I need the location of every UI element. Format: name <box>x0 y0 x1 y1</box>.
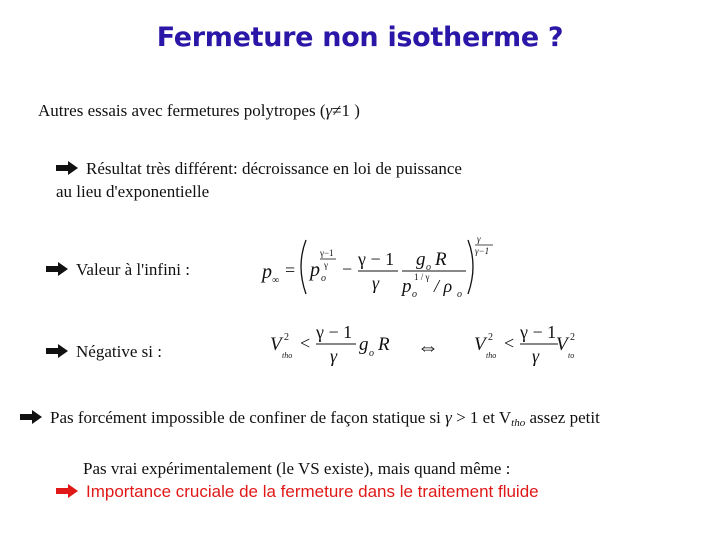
negative-right-equation <box>474 320 584 368</box>
eq-g0: g <box>416 249 426 270</box>
right-arrow-icon <box>46 262 68 276</box>
right-arrow-icon <box>56 161 78 175</box>
point2-line <box>46 260 190 280</box>
eq-left-paren <box>301 240 306 294</box>
eq-R: R <box>435 249 447 270</box>
eq-rho-sub: o <box>457 289 462 300</box>
eq-p0: p <box>310 259 320 281</box>
intro-suffix: ≠1 ) <box>332 101 360 120</box>
slide-title: Fermeture non isotherme ? <box>156 22 564 53</box>
right-arrow-icon <box>20 410 42 424</box>
intro-line <box>38 101 360 121</box>
neg-r-frac-den: γ <box>532 346 540 366</box>
neg-r-exp: 2 <box>488 332 493 343</box>
neg-r-less: < <box>504 333 515 353</box>
point2-label: Valeur à l'infini : <box>76 260 191 279</box>
negative-left-equation <box>270 320 400 368</box>
right-arrow-icon <box>46 344 68 358</box>
neg-r-V2: V <box>556 334 568 355</box>
neg-l-frac-den: γ <box>330 346 338 366</box>
conclusion-line: Pas vrai expérimentalement (le VS existe), mais quand même : <box>83 459 511 478</box>
neg-l-V: V <box>270 334 282 355</box>
right-arrow-icon <box>56 484 78 498</box>
point3-label: Négative si : <box>76 342 162 361</box>
eq-p-inf: p <box>262 261 272 283</box>
neg-l-g-sub: o <box>369 348 374 359</box>
neg-r-V: V <box>474 334 486 355</box>
neg-l-R: R <box>378 334 390 355</box>
conclusion-highlight: Importance cruciale de la fermeture dans le traitement fluide <box>86 482 539 501</box>
neg-l-less: < <box>300 333 311 353</box>
eq-outer-exp-num: γ <box>477 234 481 244</box>
neg-r-V2-exp: 2 <box>570 332 575 343</box>
equiv-symbol: ⇔ <box>417 334 439 359</box>
eq-p-inf-sub: ∞ <box>272 275 280 286</box>
eq-p0-den-sub: o <box>412 289 417 300</box>
eq-p0-sub: o <box>321 273 326 284</box>
equivalence-icon <box>416 334 442 360</box>
conclusion-highlight-line <box>56 482 539 502</box>
point4-line <box>20 408 600 429</box>
eq-rho: / ρ <box>434 276 453 296</box>
eq-frac1-den: γ <box>372 273 380 293</box>
neg-l-exp: 2 <box>284 332 289 343</box>
neg-l-sub: tho <box>282 351 293 360</box>
eq-right-paren <box>468 240 473 294</box>
point1-text-line1: Résultat très différent: décroissance en loi de puissance <box>86 159 462 178</box>
eq-p0-exp-num: γ−1 <box>320 248 334 258</box>
neg-r-V2-sub: to <box>568 351 575 360</box>
point3-line <box>46 342 162 362</box>
point4-text-b: > 1 et V <box>451 408 512 427</box>
gamma-symbol: γ <box>325 101 333 120</box>
eq-frac1-num: γ − 1 <box>358 249 395 269</box>
eq-p0-den: p <box>402 276 412 297</box>
eq-outer-exp-den: γ−1 <box>475 246 490 256</box>
eq-p0-den-exp: 1 / γ <box>414 272 430 282</box>
eq-g0-sub: o <box>426 262 431 273</box>
neg-r-frac-num: γ − 1 <box>520 322 557 342</box>
neg-l-g: g <box>359 334 369 355</box>
neg-l-frac-num: γ − 1 <box>316 322 353 342</box>
point1-line2: au lieu d'exponentielle <box>56 182 210 201</box>
eq-equals: = <box>285 260 296 280</box>
point4-text-a: Pas forcément impossible de confiner de façon statique si <box>50 408 446 427</box>
infinity-equation <box>258 228 498 304</box>
point4-sub: tho <box>511 417 526 429</box>
point1-line1 <box>56 159 462 179</box>
eq-p0-exp-den: γ <box>324 260 328 270</box>
intro-prefix: Autres essais avec fermetures polytropes ( <box>38 101 326 120</box>
point4-gamma: γ <box>445 408 452 427</box>
eq-minus: − <box>342 259 353 279</box>
neg-r-sub: tho <box>486 351 497 360</box>
point4-text-c: assez petit <box>525 408 600 427</box>
